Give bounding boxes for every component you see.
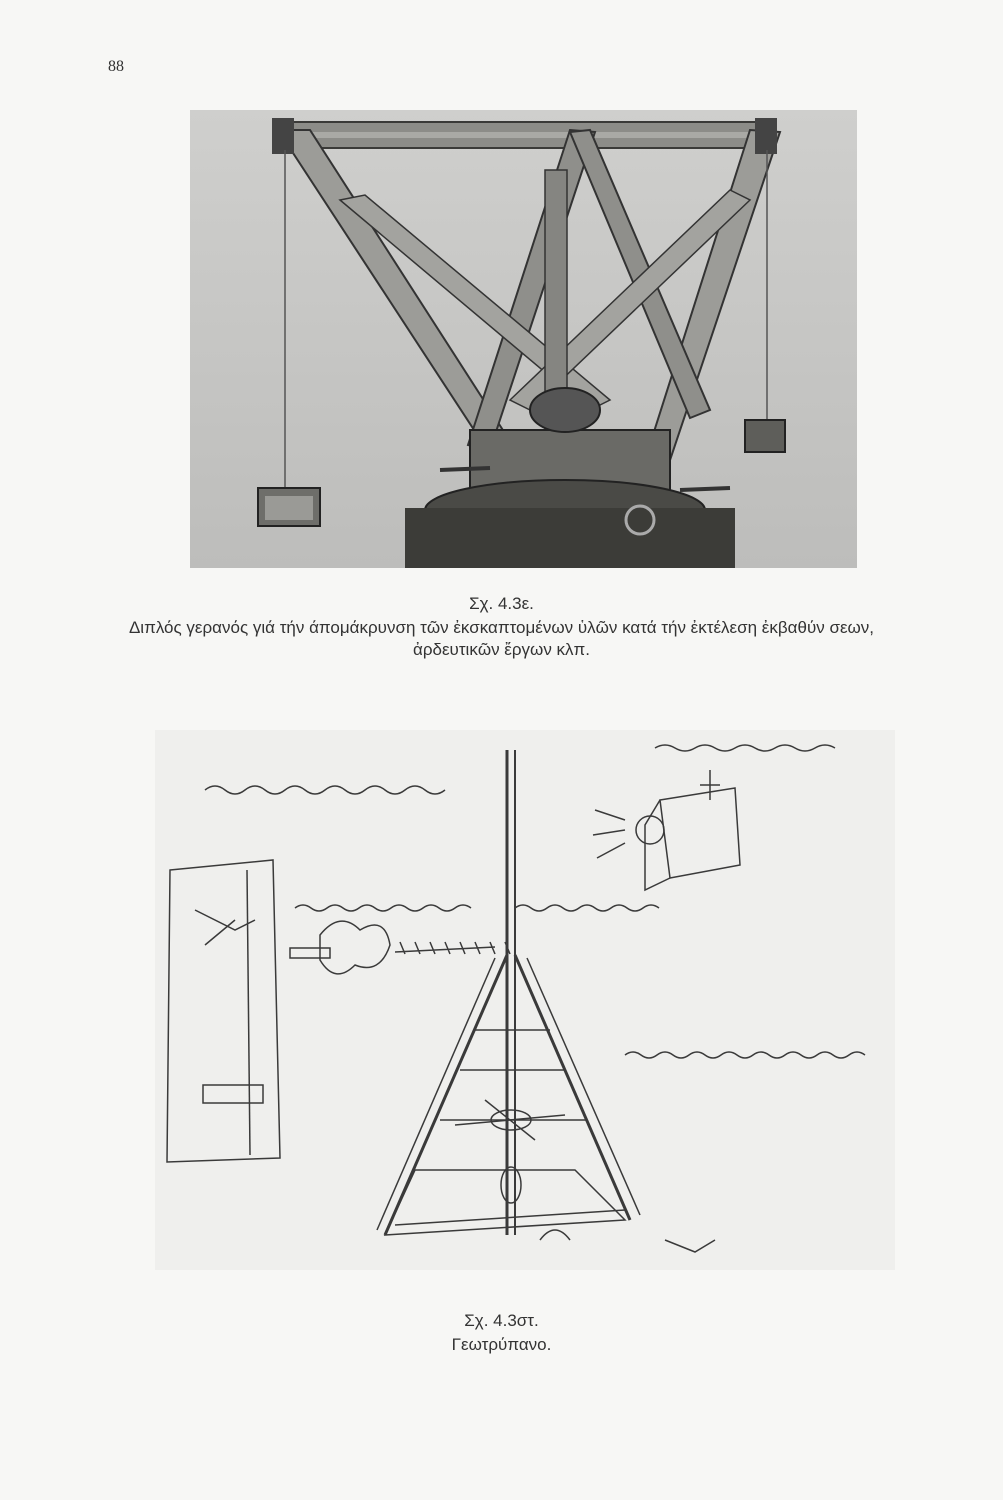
crane-photo [190, 110, 857, 568]
figure-1-label: Σχ. 4.3ε. [469, 594, 534, 613]
figure-1-caption: Διπλός γερανός γιά τήν άπομάκρυνση τῶν ἐκσκαπτομένων ὑλῶν κατά τήν ἐκτέλεση ἐκβαθύν σεων, ἀρδευτικῶν ἔργων κλπ. [128, 618, 875, 659]
page-number: 88 [108, 58, 124, 75]
drill-sketch [155, 730, 895, 1270]
figure-2-caption: Γεωτρύπανο. [451, 1335, 552, 1354]
drill-sketch-drawing [155, 730, 895, 1270]
crane-photo-drawing [190, 110, 857, 568]
figure-2-label: Σχ. 4.3στ. [464, 1311, 539, 1330]
